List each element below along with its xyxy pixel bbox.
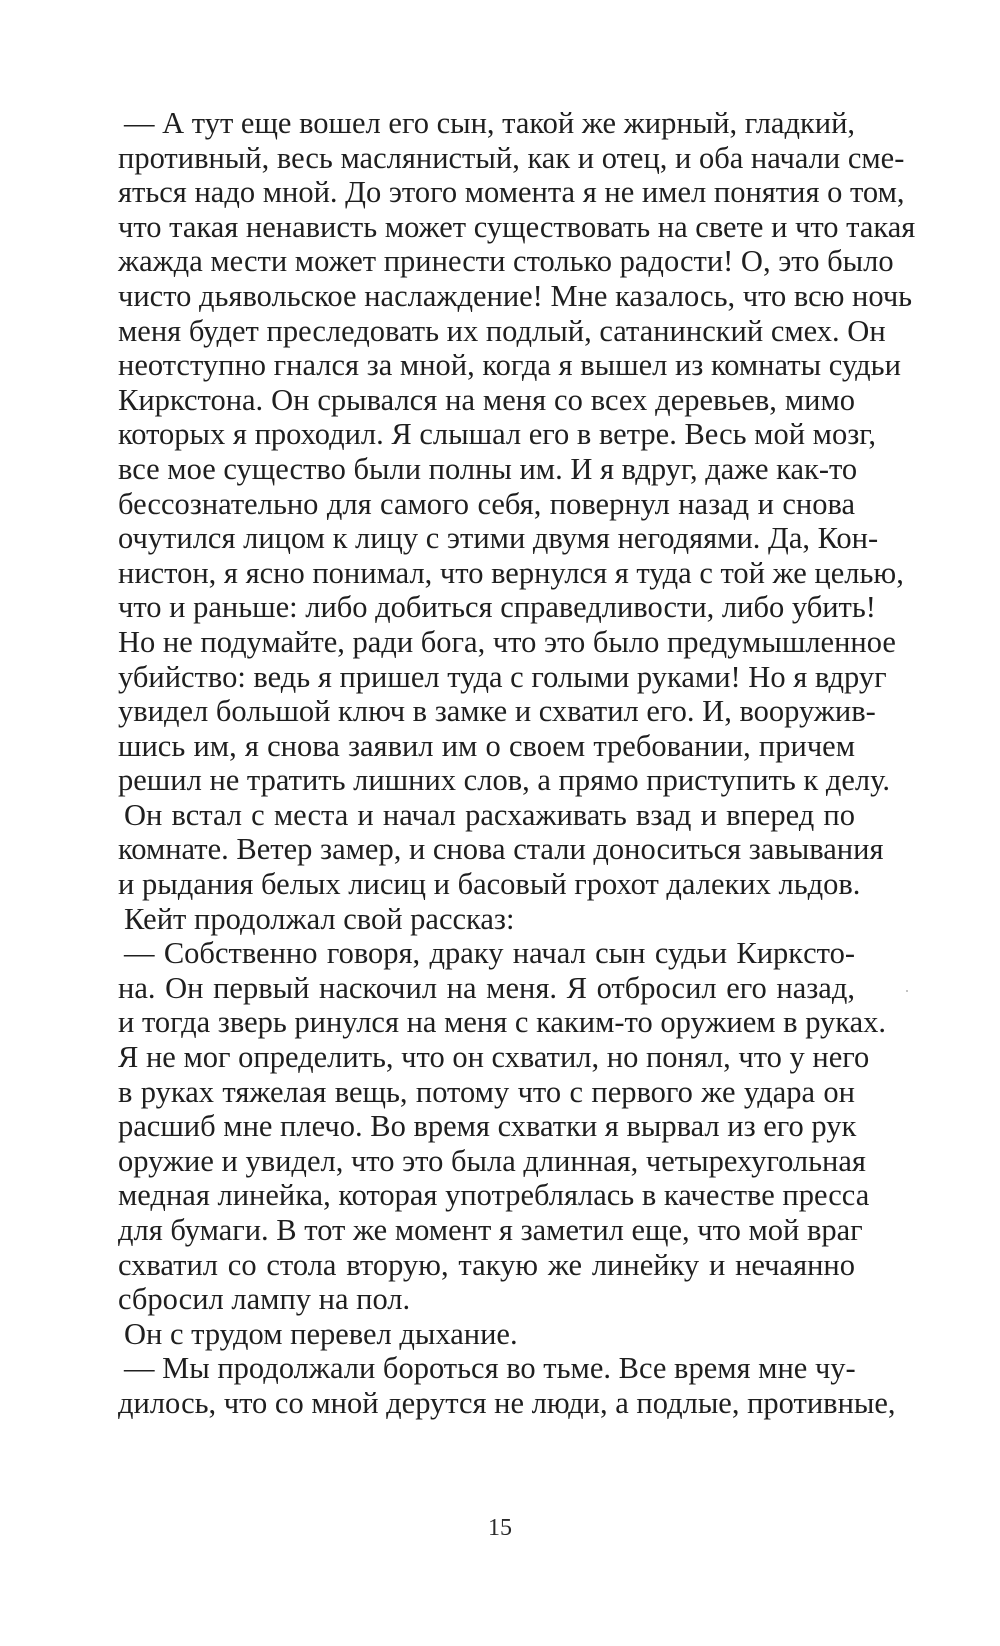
text-line: медная линейка, которая употреблялась в качестве пресса: [118, 1178, 870, 1213]
text-line: сбросил лампу на пол.: [118, 1282, 411, 1317]
text-line: — Собственно говоря, драку начал сын судьи Киркcто-: [124, 936, 855, 971]
text-line: бессознательно для самого себя, повернул назад и снова: [118, 486, 855, 521]
text-line: все мое существо были полны им. И я вдруг, даже как-то: [118, 451, 858, 486]
text-line: комнате. Ветер замер, и снова стали доноситься завывания: [118, 832, 884, 867]
text-line: жажда мести может принести столько радости! О, это было: [118, 244, 894, 279]
text-line: яться надо мной. До этого момента я не имел понятия о том,: [118, 175, 905, 210]
text-line: и рыдания белых лисиц и басовый грохот далеких льдов.: [118, 867, 861, 902]
text-line: Но не подумайте, ради бога, что это было предумышленное: [118, 624, 896, 659]
text-line: что такая ненависть может существовать на свете и что такая: [118, 209, 916, 244]
text-line: увидел большой ключ в замке и схватил его. И, вооружив-: [118, 694, 876, 729]
text-line: и тогда зверь ринулся на меня с каким-то оружием в руках.: [118, 1005, 887, 1040]
text-line: оружие и увидел, что это была длинная, четырехугольная: [118, 1143, 866, 1178]
text-line: на. Он первый наскочил на меня. Я отбросил его назад,: [118, 970, 855, 1005]
text-line: схватил со стола вторую, такую же линейку и нечаянно: [118, 1247, 855, 1282]
text-line: — Мы продолжали бороться во тьме. Все время мне чу-: [124, 1351, 856, 1386]
text-line: неотступно гнался за мной, когда я вышел из комнаты судьи: [118, 348, 901, 383]
text-line: решил не тратить лишних слов, а прямо приступить к делу.: [118, 763, 890, 798]
page-number: 15: [488, 1515, 512, 1541]
text-line: убийство: ведь я пришел туда с голыми руками! Но я вдруг: [118, 659, 887, 694]
text-line: меня будет преследовать их подлый, сатанинский смех. Он: [118, 313, 886, 348]
body-text: [118, 106, 916, 1421]
text-line: что и раньше: либо добиться справедливости, либо убить!: [118, 590, 876, 625]
text-line: — А тут еще вошел его сын, такой же жирный, гладкий,: [124, 106, 856, 140]
text-line: Он встал с места и начал расхаживать взад и вперед по: [124, 797, 855, 832]
text-line: в руках тяжелая вещь, потому что с первого же удара он: [118, 1074, 855, 1109]
text-line: Он с трудом перевел дыхание.: [124, 1316, 518, 1351]
text-line: Кейт продолжал свой рассказ:: [124, 901, 515, 936]
text-line: дилось, что со мной дерутся не люди, а подлые, противные,: [118, 1385, 896, 1420]
text-line: расшиб мне плечо. Во время схватки я вырвал из его рук: [118, 1109, 857, 1144]
text-line: которых я проходил. Я слышал его в ветре. Весь мой мозг,: [118, 417, 876, 452]
text-line: нистон, я ясно понимал, что вернулся я туда с той же целью,: [118, 555, 904, 590]
text-line: Я не мог определить, что он схватил, но понял, что у него: [118, 1040, 870, 1075]
text-line: очутился лицом к лицу с этими двумя негодяями. Да, Кон-: [118, 521, 879, 556]
paper-speck: [906, 990, 908, 992]
text-line: шись им, я снова заявил им о своем требовании, причем: [118, 728, 855, 763]
text-line: Киркстона. Он срывался на меня со всех деревьев, мимо: [118, 382, 855, 417]
text-line: для бумаги. В тот же момент я заметил еще, что мой враг: [118, 1213, 863, 1247]
text-line: чисто дьявольское наслаждение! Мне казалось, что всю ночь: [118, 278, 913, 313]
text-line: противный, весь маслянистый, как и отец, и оба начали сме-: [118, 140, 905, 175]
